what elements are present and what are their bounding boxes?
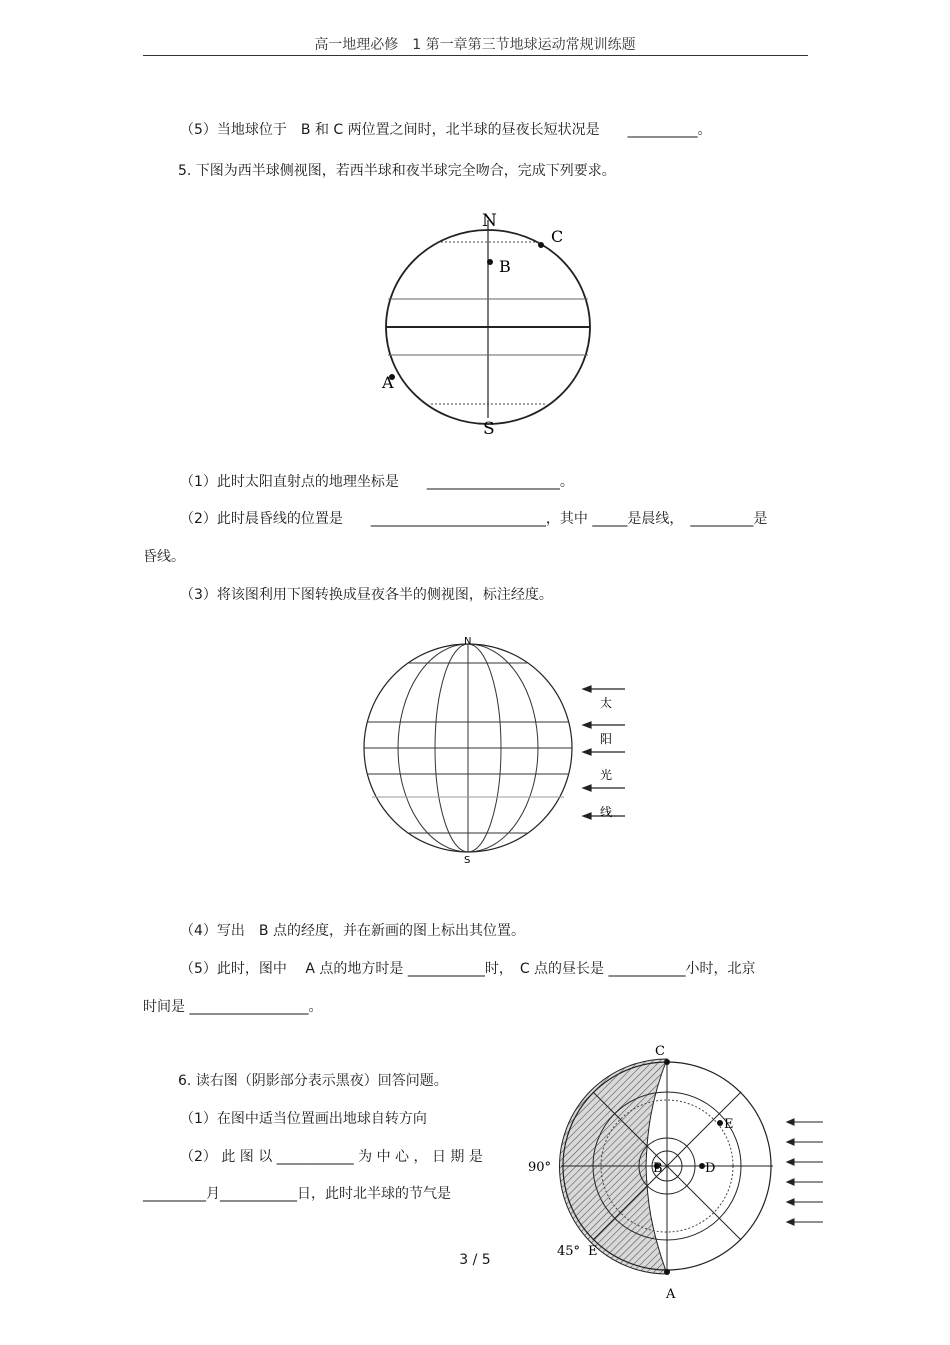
question-5-1: （1）此时太阳直射点的地理坐标是 ___________________。 [180,474,574,490]
question-6-2-cont: _________月___________日，此时北半球的节气是 [143,1186,451,1202]
polar-label-90: 90° [528,1160,552,1175]
question-5-5: （5）此时，图中 A 点的地方时是 ___________时， C 点的昼长是 ___________小时，北京 [180,961,756,977]
question-5-2-cont: 昏线。 [143,549,185,565]
polar-label-d: D [705,1161,716,1176]
question-5-intro: 5. 下图为西半球侧视图，若西半球和夜半球完全吻合，完成下列要求。 [178,163,616,179]
header-rule [143,55,808,56]
question-5-3: （3）将该图利用下图转换成昼夜各半的侧视图，标注经度。 [180,587,553,603]
question-4-5: （5）当地球位于 B 和 C 两位置之间时，北半球的昼夜长短状况是 __________。 [180,122,712,138]
figure-globe-grid [355,630,635,870]
page-number: 3 / 5 [459,1252,491,1268]
polar-label-c: C [655,1044,665,1059]
polar-label-e-top: E [724,1117,734,1132]
question-5-4: （4）写出 B 点的经度，并在新画的图上标出其位置。 [180,923,525,939]
question-5-2: （2）此时晨昏线的位置是 _________________________，其中 _____是晨线， _________是 [180,511,768,527]
label-s: S [483,419,495,439]
grid-label-s: S [464,855,471,866]
figure-western-hemisphere [375,205,595,440]
polar-label-e-bottom: E [588,1244,598,1259]
sun-char-1: 太 [600,696,613,710]
sun-char-2: 阳 [600,732,613,746]
grid-label-n: N [464,636,472,647]
page-header: 高一地理必修 1 第一章第三节地球运动常规训练题 [314,37,636,53]
sun-char-3: 光 [600,768,613,782]
polar-label-45: 45° [557,1244,581,1259]
polar-label-b: B [653,1161,663,1176]
polar-sun-arrows [787,1119,823,1225]
label-n: N [482,211,497,231]
polar-label-a: A [666,1287,676,1302]
label-c: C [551,227,564,246]
sun-char-4: 线 [600,805,613,819]
question-6-2: （2） 此 图 以 ___________ 为 中 心 ， 日 期 是 [180,1149,483,1165]
label-a: A [382,373,394,392]
question-6-1: （1）在图中适当位置画出地球自转方向 [180,1111,427,1127]
question-6-intro: 6. 读右图（阴影部分表示黑夜）回答问题。 [178,1073,448,1089]
label-b: B [499,257,511,276]
point-c-dot [538,242,544,248]
point-b-dot [487,259,493,265]
question-5-5-cont: 时间是 _________________。 [143,999,323,1015]
